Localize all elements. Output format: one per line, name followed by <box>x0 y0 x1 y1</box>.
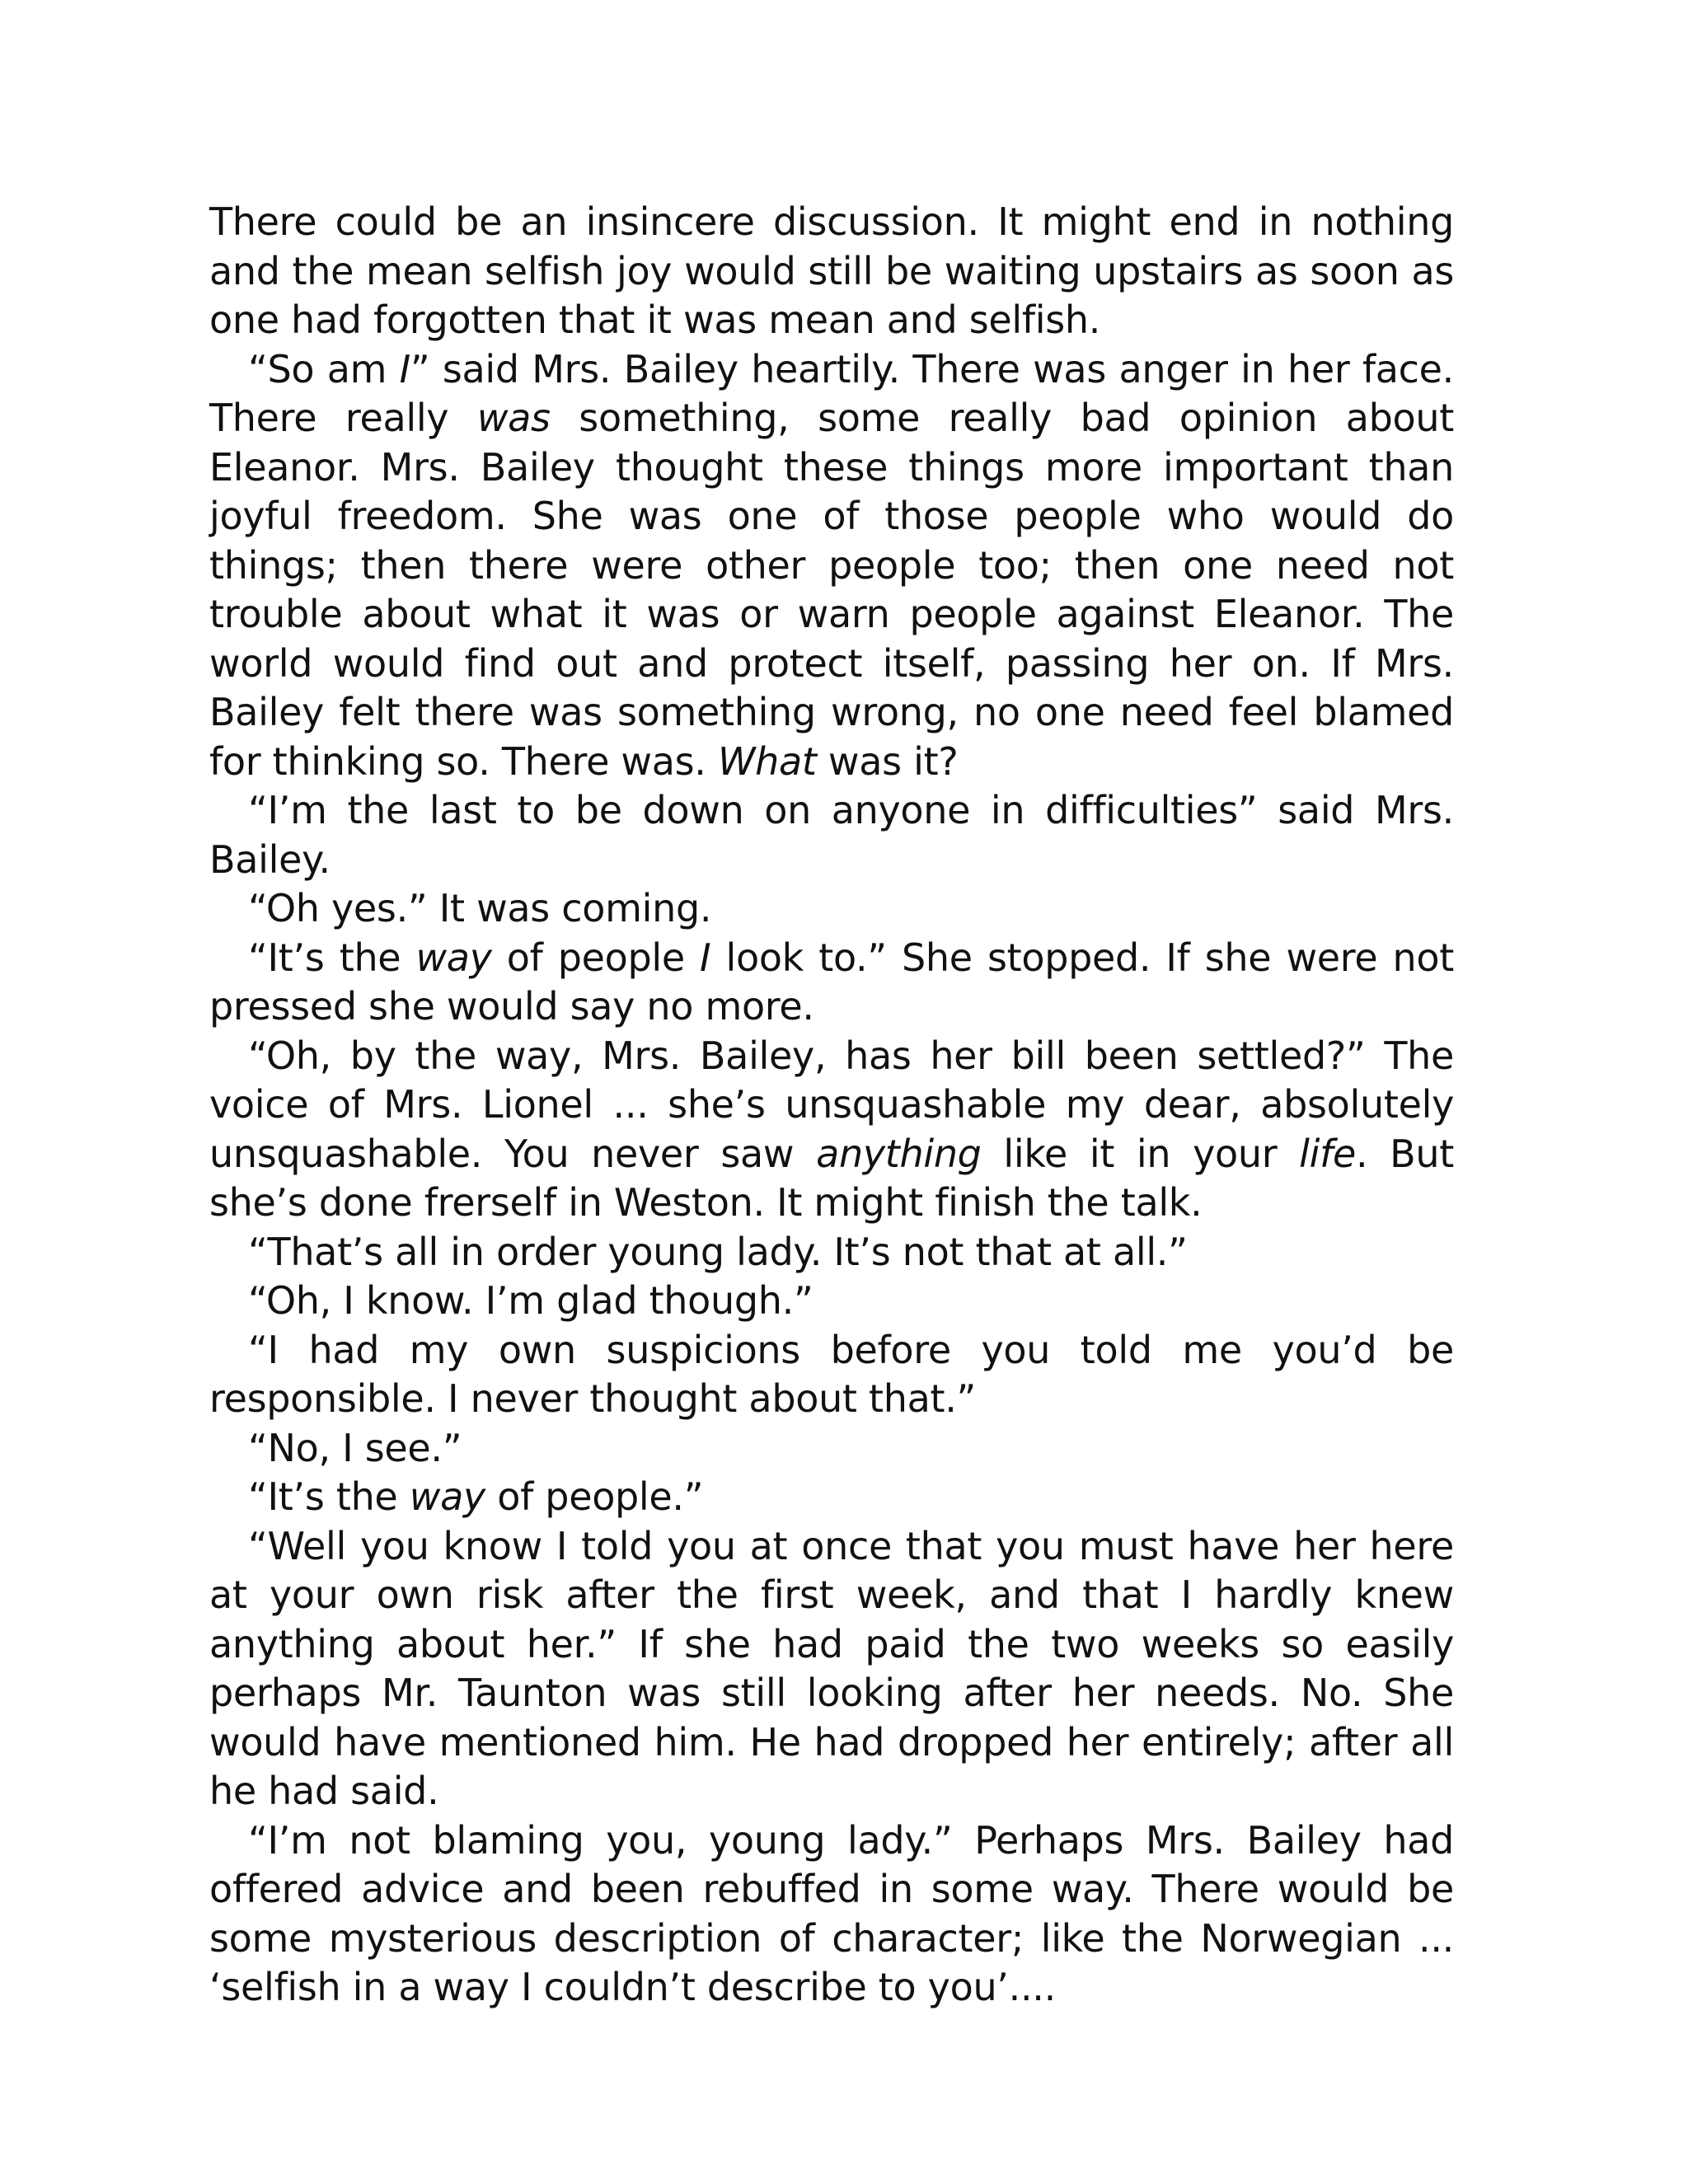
text-segment: “That’s all in order young lady. It’s not that at all.” <box>248 1229 1188 1274</box>
text-segment: look to.” She stopped. If she were not pressed she would say no more. <box>209 935 1454 1029</box>
text-segment: . But she’s done frerself in Weston. It might finish the talk. <box>209 1131 1454 1225</box>
text-segment: of people <box>491 935 701 980</box>
italic-text-segment: I <box>700 935 711 980</box>
text-segment: “I’m not blaming you, young lady.” Perhaps Mrs. Bailey had offered advice and been rebuffed in some way. There would be some mysterious description of character; like the Norwegian ... ‘selfish in a way I couldn’t describe to you’.... <box>209 1817 1454 2009</box>
text-segment: “Well you know I told you at once that you must have her here at your own risk after the first week, and that I hardly knew anything about her.” If she had paid the two weeks so easily perhaps Mr. Taunton was still looking after her needs. No. She would have mentioned him. He had dropped her entirely; after all he had said. <box>209 1523 1454 1813</box>
paragraph <box>209 884 1454 934</box>
italic-text-segment: What <box>717 738 817 784</box>
paragraph <box>209 1228 1454 1277</box>
text-segment: “I’m the last to be down on anyone in difficulties” said Mrs. Bailey. <box>209 788 1454 882</box>
page-text <box>209 198 1454 2013</box>
text-segment: “So am <box>248 346 400 391</box>
paragraph <box>209 1816 1454 2013</box>
italic-text-segment: life <box>1299 1131 1356 1176</box>
paragraph <box>209 1424 1454 1474</box>
paragraph <box>209 345 1454 787</box>
paragraph <box>209 1522 1454 1816</box>
paragraph <box>209 1326 1454 1424</box>
text-segment: ” said Mrs. Bailey heartily. There was anger in her face. There really <box>209 346 1454 440</box>
paragraph <box>209 786 1454 884</box>
text-segment: “I had my own suspicions before you told me you’d be responsible. I never thought about that.” <box>209 1327 1454 1421</box>
italic-text-segment: way <box>409 1474 485 1519</box>
text-segment: There could be an insincere discussion. It might end in nothing and the mean selfish joy would still be waiting upstairs as soon as one had forgotten that it was mean and selfish. <box>209 199 1454 342</box>
italic-text-segment: way <box>415 935 492 980</box>
text-segment: “Oh, I know. I’m glad though.” <box>248 1278 814 1323</box>
italic-text-segment: was <box>476 396 551 440</box>
text-segment: “It’s the <box>248 935 416 980</box>
text-segment: was it? <box>816 738 959 784</box>
text-segment: like it in your <box>981 1131 1300 1176</box>
text-segment: “It’s the <box>248 1474 410 1519</box>
paragraph <box>209 198 1454 345</box>
italic-text-segment: I <box>399 346 410 391</box>
paragraph <box>209 934 1454 1032</box>
paragraph <box>209 1032 1454 1228</box>
italic-text-segment: anything <box>816 1131 982 1176</box>
text-segment: “Oh yes.” It was coming. <box>248 886 712 930</box>
paragraph <box>209 1473 1454 1522</box>
paragraph <box>209 1277 1454 1326</box>
text-segment: “Oh, by the way, Mrs. Bailey, has her bill been settled?” The voice of Mrs. Lionel ... she’s unsquashable my dear, absolutely unsquashable. You never saw <box>209 1033 1454 1176</box>
text-segment: something, some really bad opinion about Eleanor. Mrs. Bailey thought these things more important than joyful freedom. She was one of those people who would do things; then there were other people too; then one need not trouble about what it was or warn people against Eleanor. The world would find out and protect itself, passing her on. If Mrs. Bailey felt there was something wrong, no one need feel blamed for thinking so. There was. <box>209 396 1454 784</box>
text-segment: of people.” <box>485 1474 704 1519</box>
text-segment: “No, I see.” <box>248 1425 462 1470</box>
